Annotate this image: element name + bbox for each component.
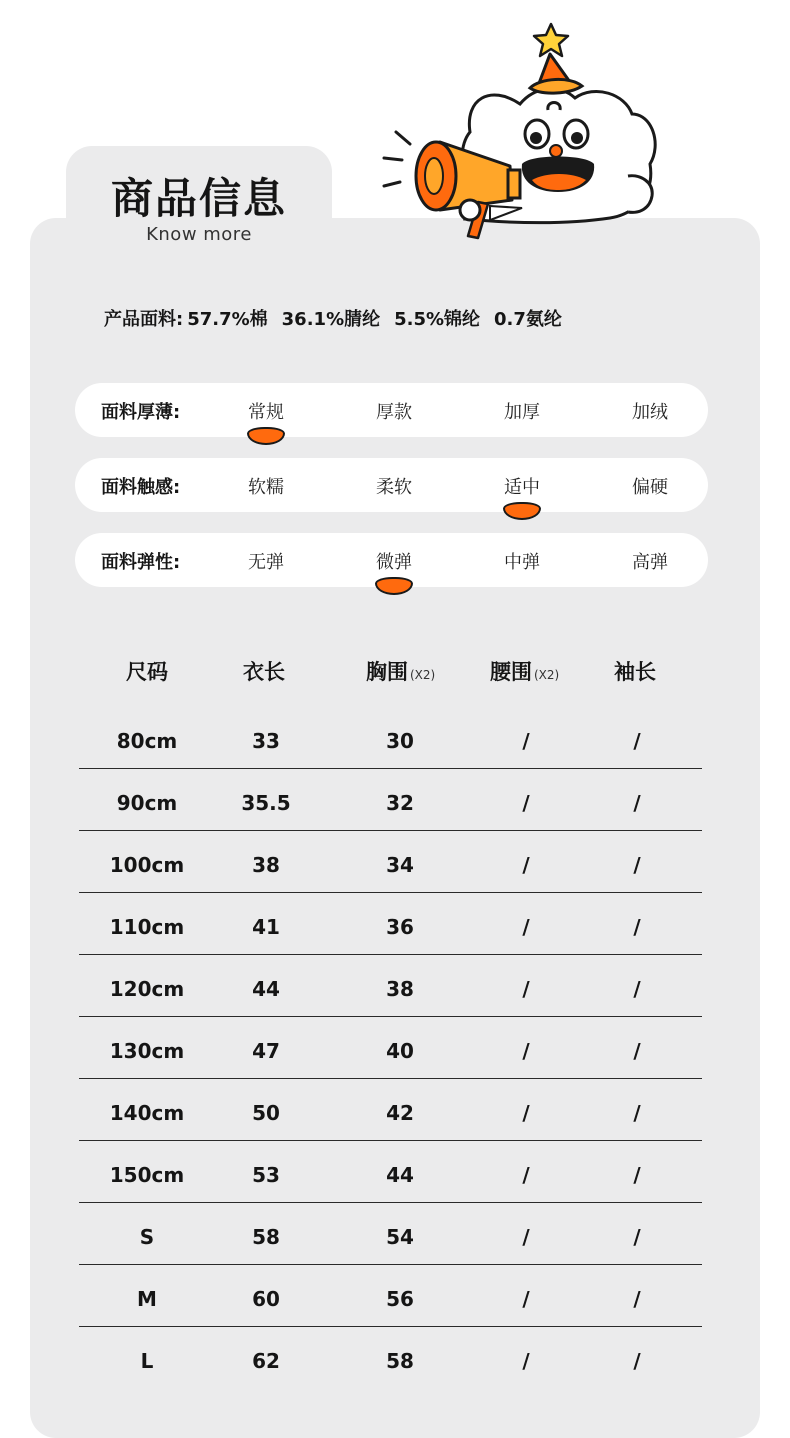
table-cell: / bbox=[522, 1287, 530, 1311]
page-subtitle: Know more bbox=[146, 224, 252, 245]
table-cell: 130cm bbox=[109, 1039, 185, 1063]
elasticity-label: 面料弹性: bbox=[101, 552, 181, 573]
table-cell: / bbox=[522, 1039, 530, 1063]
fabric-component: 36.1%腈纶 bbox=[281, 309, 381, 330]
table-cell: 36 bbox=[386, 915, 414, 939]
table-cell: 58 bbox=[252, 1225, 280, 1249]
table-cell: 40 bbox=[386, 1039, 414, 1063]
table-row bbox=[0, 915, 790, 977]
table-cell: L bbox=[140, 1349, 154, 1373]
option-thickness-thick: 厚款 bbox=[376, 402, 412, 423]
table-cell: 140cm bbox=[109, 1101, 185, 1125]
table-cell: 62 bbox=[252, 1349, 280, 1373]
col-header-sleeve: 袖长 bbox=[614, 660, 656, 684]
table-cell: 58 bbox=[386, 1349, 414, 1373]
thickness-row bbox=[75, 383, 708, 437]
fabric-component: 0.7氨纶 bbox=[494, 309, 562, 330]
row-divider bbox=[79, 830, 702, 831]
table-cell: / bbox=[633, 977, 641, 1001]
table-cell: / bbox=[522, 791, 530, 815]
table-cell: 50 bbox=[252, 1101, 280, 1125]
table-cell: 30 bbox=[386, 729, 414, 753]
option-elasticity-high: 高弹 bbox=[632, 552, 668, 573]
option-touch-hard: 偏硬 bbox=[632, 477, 668, 498]
thickness-label: 面料厚薄: bbox=[101, 402, 181, 423]
table-cell: / bbox=[633, 915, 641, 939]
table-cell: 150cm bbox=[109, 1163, 185, 1187]
fabric-component: 57.7%棉 bbox=[187, 309, 268, 330]
table-cell: 38 bbox=[252, 853, 280, 877]
table-cell: S bbox=[139, 1225, 155, 1249]
table-cell: 54 bbox=[386, 1225, 414, 1249]
table-cell: 42 bbox=[386, 1101, 414, 1125]
elasticity-row bbox=[75, 533, 708, 587]
table-cell: / bbox=[633, 1225, 641, 1249]
row-divider bbox=[79, 1016, 702, 1017]
row-divider bbox=[79, 1326, 702, 1327]
table-row bbox=[0, 1225, 790, 1287]
table-cell: / bbox=[522, 853, 530, 877]
row-divider bbox=[79, 1078, 702, 1079]
table-row bbox=[0, 1163, 790, 1225]
page-title: 商品信息 bbox=[110, 174, 287, 223]
table-row bbox=[0, 1039, 790, 1101]
table-cell: / bbox=[522, 1349, 530, 1373]
row-divider bbox=[79, 1264, 702, 1265]
col-header-length: 衣长 bbox=[243, 660, 285, 684]
table-cell: / bbox=[522, 1101, 530, 1125]
table-cell: 60 bbox=[252, 1287, 280, 1311]
table-cell: / bbox=[633, 1039, 641, 1063]
table-cell: 38 bbox=[386, 977, 414, 1001]
row-divider bbox=[79, 954, 702, 955]
option-thickness-fleece: 加绒 bbox=[632, 402, 668, 423]
table-row bbox=[0, 1101, 790, 1163]
table-cell: 80cm bbox=[116, 729, 178, 753]
row-divider bbox=[79, 1202, 702, 1203]
table-cell: / bbox=[522, 1225, 530, 1249]
option-elasticity-none: 无弹 bbox=[248, 552, 284, 573]
table-row bbox=[0, 1349, 790, 1411]
row-divider bbox=[79, 768, 702, 769]
fabric-label: 产品面料: bbox=[104, 309, 184, 330]
table-cell: 47 bbox=[252, 1039, 280, 1063]
col-header-waist: 腰围 (X2) bbox=[490, 660, 560, 684]
table-cell: 56 bbox=[386, 1287, 414, 1311]
table-cell: / bbox=[633, 729, 641, 753]
table-cell: 53 bbox=[252, 1163, 280, 1187]
table-cell: 120cm bbox=[109, 977, 185, 1001]
table-cell: / bbox=[522, 1163, 530, 1187]
table-cell: / bbox=[633, 1287, 641, 1311]
option-thickness-regular: 常规 bbox=[248, 402, 284, 423]
table-cell: / bbox=[633, 791, 641, 815]
col-header-chest: 胸围 (X2) bbox=[366, 660, 436, 684]
option-touch-medium: 适中 bbox=[504, 477, 540, 498]
table-row bbox=[0, 791, 790, 853]
table-cell: 44 bbox=[252, 977, 280, 1001]
option-elasticity-medium: 中弹 bbox=[504, 552, 540, 573]
table-cell: / bbox=[633, 1349, 641, 1373]
table-cell: 32 bbox=[386, 791, 414, 815]
fabric-composition bbox=[104, 305, 576, 331]
table-cell: / bbox=[522, 977, 530, 1001]
star-icon bbox=[534, 24, 568, 56]
row-divider bbox=[79, 892, 702, 893]
touch-row bbox=[75, 458, 708, 512]
table-cell: 35.5 bbox=[241, 791, 291, 815]
option-touch-soft: 柔软 bbox=[376, 477, 412, 498]
table-cell: 41 bbox=[252, 915, 280, 939]
table-row bbox=[0, 1287, 790, 1349]
row-divider bbox=[79, 1140, 702, 1141]
table-cell: M bbox=[137, 1287, 157, 1311]
table-cell: / bbox=[522, 915, 530, 939]
table-cell: / bbox=[522, 729, 530, 753]
table-row bbox=[0, 977, 790, 1039]
table-cell: 34 bbox=[386, 853, 414, 877]
option-touch-soft-waxy: 软糯 bbox=[248, 477, 284, 498]
table-cell: 110cm bbox=[109, 915, 185, 939]
table-row bbox=[0, 853, 790, 915]
table-cell: / bbox=[633, 853, 641, 877]
table-cell: 33 bbox=[252, 729, 280, 753]
mascot-illustration bbox=[370, 14, 670, 246]
table-cell: 90cm bbox=[116, 791, 178, 815]
table-cell: / bbox=[633, 1163, 641, 1187]
table-cell: 100cm bbox=[109, 853, 185, 877]
col-header-size: 尺码 bbox=[126, 660, 168, 684]
table-cell: 44 bbox=[386, 1163, 414, 1187]
table-row bbox=[0, 729, 790, 791]
table-cell: / bbox=[633, 1101, 641, 1125]
fabric-component: 5.5%锦纶 bbox=[394, 309, 481, 330]
option-thickness-extra-thick: 加厚 bbox=[504, 402, 540, 423]
option-elasticity-slight: 微弹 bbox=[376, 552, 412, 573]
touch-label: 面料触感: bbox=[101, 477, 181, 498]
